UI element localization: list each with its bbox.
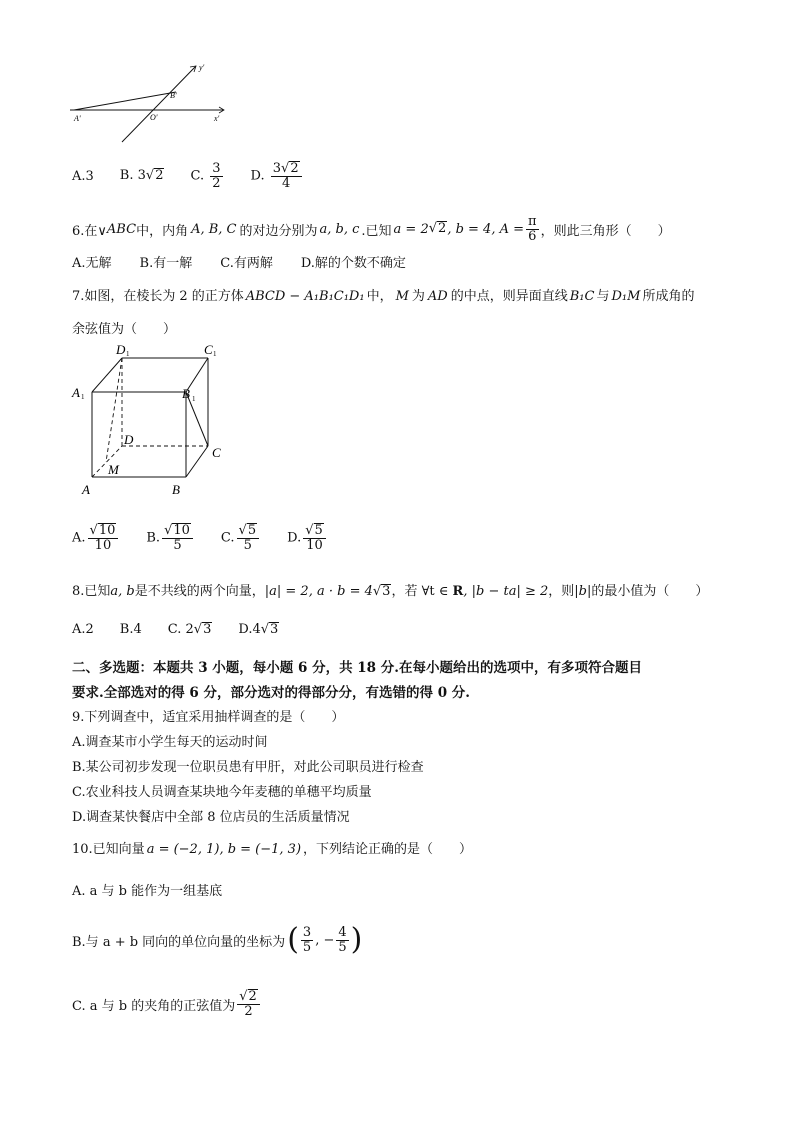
cube-figure (66, 342, 236, 502)
q6-option-b: B.有一解 (139, 256, 193, 271)
point-label-o: O' (150, 113, 158, 122)
q8-option-d: D.4√3 (238, 622, 279, 637)
q7-option-c: C. $\frac{√5}{5}$ (221, 523, 261, 553)
q6-stem: 6.在∨ ABC 中，内角 A, B, C 的对边分别为 a, b, c .已知 a = 2 √2 , b = 4, A = $\frac{\pi}{6}$ ，则此三角形（ ） (72, 213, 671, 244)
q9-stem: 9.下列调查中，适宜采用抽样调查的是（ ） (72, 710, 345, 725)
point-label-a: A' (74, 114, 81, 123)
q10-option-c: C. a 与 b 的夹角的正弦值为 $\frac{√2}{2}$ (72, 984, 262, 1024)
cube-label-c1: C (204, 342, 213, 357)
q8-option-c: C. 2√3 (167, 622, 212, 637)
q8-option-b: B.4 (119, 622, 142, 637)
axis-label-y: y' (199, 63, 205, 72)
q10-option-b: B.与 a + b 同向的单位向量的坐标为 ( $\frac{3}{5}$ , − $\frac{4}{5}$ ) (72, 922, 363, 957)
q5-options (72, 158, 304, 194)
cube-label-a1: A (72, 385, 80, 400)
cube-label-d1: D (116, 342, 126, 357)
q7-options (72, 518, 328, 558)
q9-option-b: B.某公司初步发现一位职员患有甲肝，对此公司职员进行检查 (72, 760, 424, 775)
svg-text:1: 1 (81, 393, 85, 401)
q5-option-c: C. $\frac{3}{2}$ (190, 160, 221, 191)
q5-option-b: B. 3√2 (119, 168, 164, 184)
q7-stem: 7.如图，在棱长为 2 的正方体 ABCD − A₁B₁C₁D₁ 中， M 为 AD 的中点，则异面直线 B₁C 与 D₁M 所成角的 (72, 289, 695, 304)
cube-label-m: M (108, 462, 119, 477)
section-heading-line1: 二、多选题：本题共 3 小题，每小题 6 分，共 18 分.在每小题给出的选项中，有多项符合题目 (72, 660, 642, 676)
fraction: $\frac{\pi}{6}$ (528, 213, 537, 244)
svg-text:1: 1 (213, 350, 217, 358)
axis-label-x: x' (214, 114, 220, 123)
section-heading-line2: 要求.全部选对的得 6 分，部分选对的得部分分，有选错的得 0 分. (72, 685, 470, 701)
svg-text:1: 1 (126, 350, 130, 358)
q8-options (72, 622, 279, 637)
q6-option-a: A.无解 (72, 256, 112, 271)
fraction: $\frac{3√2}{4}$ (271, 161, 302, 191)
cube-label-a: A (82, 482, 90, 497)
q8-stem: 8.已知a, b是不共线的两个向量，|a| = 2, a · b = 4√3，若 ∀t ∈ R, |b − ta| ≥ 2，则|b|的最小值为（ ） (72, 584, 709, 599)
q10-option-a: A. a 与 b 能作为一组基底 (72, 884, 223, 899)
q7-option-a: A. $\frac{√10}{10}$ (72, 523, 120, 553)
q5-option-a: A.3 (72, 168, 94, 184)
paren-close: ) (350, 922, 363, 957)
q9-option-c: C.农业科技人员调查某块地今年麦穗的单穗平均质量 (72, 785, 372, 800)
q9-option-d: D.调查某快餐店中全部 8 位店员的生活质量情况 (72, 810, 350, 825)
q6-option-d: D.解的个数不确定 (300, 256, 406, 271)
axes-figure (66, 58, 236, 148)
q10-stem: 10.已知向量 a = (−2, 1), b = (−1, 3) ，下列结论正确的是（ ） (72, 842, 473, 857)
q7-option-b: B. $\frac{√10}{5}$ (146, 523, 195, 553)
point-label-b: B' (170, 91, 177, 100)
svg-text:1: 1 (192, 395, 196, 403)
sqrt-symbol: √2 (145, 168, 164, 184)
q8-option-a: A.2 (72, 622, 94, 637)
q7-option-d: D. $\frac{√5}{10}$ (287, 523, 328, 553)
q6-option-c: C.有两解 (220, 256, 273, 271)
cube-label-d: D (124, 432, 134, 447)
cube-label-b1: B (182, 386, 190, 401)
q5-option-d: D. $\frac{3√2}{4}$ (251, 161, 304, 191)
q6-options (72, 252, 406, 271)
q7-stem-line2: 余弦值为（ ） (72, 322, 177, 337)
cube-label-b: B (172, 482, 180, 497)
q9-option-a: A.调查某市小学生每天的运动时间 (72, 735, 268, 750)
paren-open: ( (287, 922, 299, 957)
cube-label-c: C (212, 445, 221, 460)
fraction: $\frac{3}{2}$ (212, 160, 221, 191)
